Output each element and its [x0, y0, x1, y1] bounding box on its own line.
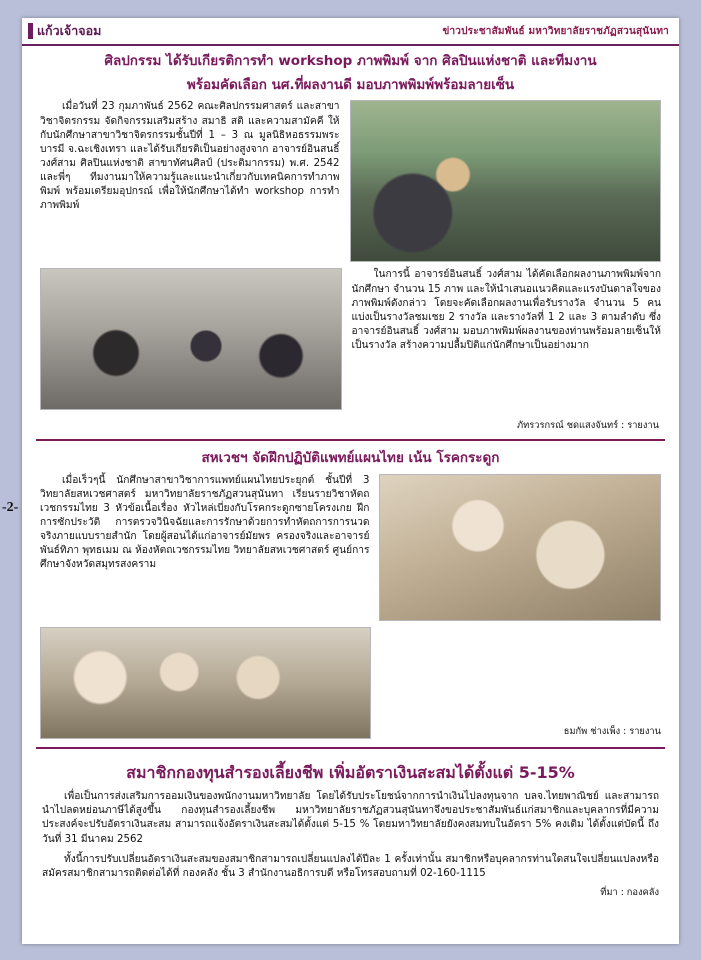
section1-paragraph2-wrap	[352, 268, 661, 410]
section2-paragraph-wrap	[40, 474, 379, 621]
section2-credit-wrap	[381, 627, 661, 739]
masthead-bar-icon	[28, 23, 33, 39]
masthead	[22, 18, 679, 46]
section3-body	[22, 790, 679, 901]
students-group-photo	[40, 627, 371, 739]
masthead-left	[28, 21, 101, 41]
section3-paragraph2: ทั้งนี้การปรับเปลี่ยนอัตราเงินสะสมของสมาชิกสามารถเปลี่ยนแปลงได้ปีละ 1 ครั้งเท่านั้น สมาชิกหรือบุคลากรท่านใดสนใจเปลี่ยนแปลงหรือสมัครสมาชิกสามารถติดต่อได้ที่ กองคลัง ชั้น 3 สำนักงานอธิการบดี หรือโทรสอบถามที่ 02-160-1115	[42, 853, 659, 880]
section1-credit: ภัทรวรกรณ์ ชดแสงจันทร์ : รายงาน	[517, 420, 659, 432]
section2-top-row	[22, 470, 679, 621]
section2-headline: สหเวชฯ จัดฝึกปฏิบัติแพทย์แผนไทย เน้น โรคกระดูก	[201, 450, 500, 467]
newsletter-page	[22, 18, 679, 944]
section1-credit-wrap	[22, 410, 679, 433]
section1-bottom-row	[22, 262, 679, 410]
section1-paragraph2: ในการนี้ อาจารย์อินสนธิ์ วงศ์สาม ได้คัดเลือกผลงานภาพพิมพ์จากนักศึกษา จำนวน 15 ภาพ และให้นำเสนอแนวคิดและแรงบันดาลใจของภาพพิมพ์ดังกล่าว โดยจะคัดเลือกผลงานเพื่อรับรางวัล จำนวน 5 คน แบ่งเป็นรางวัลชมเชย 2 รางวัล และรางวัลที่ 1 2 และ 3 ตามลำดับ ซึ่งอาจารย์อินสนธิ์ วงศ์สาม มอบภาพพิมพ์ผลงานของท่านพร้อมลายเซ็นให้เป็นรางวัล สร้างความปลื้มปิติแก่นักศึกษาเป็นอย่างมาก	[351, 269, 661, 351]
masthead-subtitle: ข่าวประชาสัมพันธ์ มหาวิทยาลัยราชภัฏสวนสุนันทา	[442, 25, 669, 37]
section1-headline-line2: พร้อมคัดเลือก นศ.ที่ผลงานดี มอบภาพพิมพ์พร้อมลายเซ็น	[186, 77, 515, 94]
workshop-meeting-photo	[350, 100, 661, 262]
section2-paragraph: เมื่อเร็วๆนี้ นักศึกษาสาขาวิชาการแพทย์แผนไทยประยุกต์ ชั้นปีที่ 3 วิทยาลัยสหเวชศาสตร์ มหาวิทยาลัยราชภัฏสวนสุนันทา เรียนรายวิชาหัตถเวชกรรมไทย 3 หัวข้อเนื้อเรื่อง หัวไหล่เบี่ยงกับโรคกระดูกซายโครงเกย ฝึกการซักประวัติ การตรวจวินิจฉัยและการรักษาด้วยการทำหัตถการการนวดจริงภายแบบรายสำนัก โดยผู้สอนได้แก่อาจารย์มัยพร ครองจริงและอาจารย์พันธ์ทิภา พุทธเมม ณ ห้องหัตถเวชกรรมไทย วิทยาลัยสหเวชศาสตร์ ศูนย์การศึกษาจังหวัดสมุทรสงคราม	[40, 474, 370, 571]
section2-credit: ธมกัพ ช่างเพ็ง : รายงาน	[563, 725, 661, 737]
section1-top-row	[22, 100, 679, 262]
section-divider-1	[36, 439, 665, 441]
section1-paragraph1-wrap	[40, 100, 350, 262]
section3-paragraph1: เพื่อเป็นการส่งเสริมการออมเงินของพนักงานมหาวิทยาลัย โดยได้รับประโยชน์จากการนำเงินไปลงทุนจาก บลจ.ไทยพาณิชย์ และสามารถนำไปลดหย่อนภาษีได้สูงขึ้น กองทุนสำรองเลี้ยงชีพ มหาวิทยาลัยราชภัฏสวนสุนันทาจึงขอประชาสัมพันธ์แก่สมาชิกและบุคลากรที่มีความประสงค์จะปรับอัตราเงินสะสม สามารถแจ้งอัตราเงินสะสมได้ตั้งแต่ 5-15 % โดยมหาวิทยาลัยยังคงสมทบในอัตรา 5% คงเดิม ได้ตั้งแต่บัดนี้ ถึงวันที่ 31 มีนาคม 2562	[42, 790, 659, 845]
section1-paragraph1: เมื่อวันที่ 23 กุมภาพันธ์ 2562 คณะศิลปกรรมศาสตร์ และสาขาวิชาจิตรกรรม จัดกิจกรรมเสริมสร้าง สมาธิ สติ และความสามัคคี ให้กับนักศึกษาสาขาวิชาจิตรกรรมชั้นปีที่ 1 – 3 ณ มูลนิธิหอธรรมพระบารมี จ.ฉะเชิงเทรา และได้รับเกียรติเป็นอย่างสูงจาก อาจารย์อินสนธิ์ วงศ์สาม ศิลปินแห่งชาติ สาขาทัศนศิลป์ (ประติมากรรม) พ.ศ. 2542 และพี่ๆ ทีมงานมาให้ความรู้และแนะนำเกี่ยวกับเทคนิคการทำภาพพิมพ์ พร้อมเตรียมอุปกรณ์ เพื่อให้นักศึกษาได้ทำ workshop การทำภาพพิมพ์	[40, 101, 340, 211]
massage-practice-photo	[379, 474, 661, 621]
section-divider-2	[36, 747, 665, 749]
section2-bottom-row	[22, 621, 679, 739]
section3-headline: สมาชิกกองทุนสำรองเลี้ยงชีพ เพิ่มอัตราเงินสะสมได้ตั้งแต่ 5-15%	[126, 762, 575, 782]
section1-headline-line1: ศิลปกรรม ได้รับเกียรติการทำ workshop ภาพพิมพ์ จาก ศิลปินแห่งชาติ และทีมงาน	[104, 53, 597, 69]
classroom-audience-photo	[40, 268, 342, 410]
masthead-title: แก้วเจ้าจอม	[37, 23, 102, 38]
page-number: -2-	[2, 500, 19, 515]
section3-credit: ที่มา : กองคลัง	[600, 887, 659, 899]
